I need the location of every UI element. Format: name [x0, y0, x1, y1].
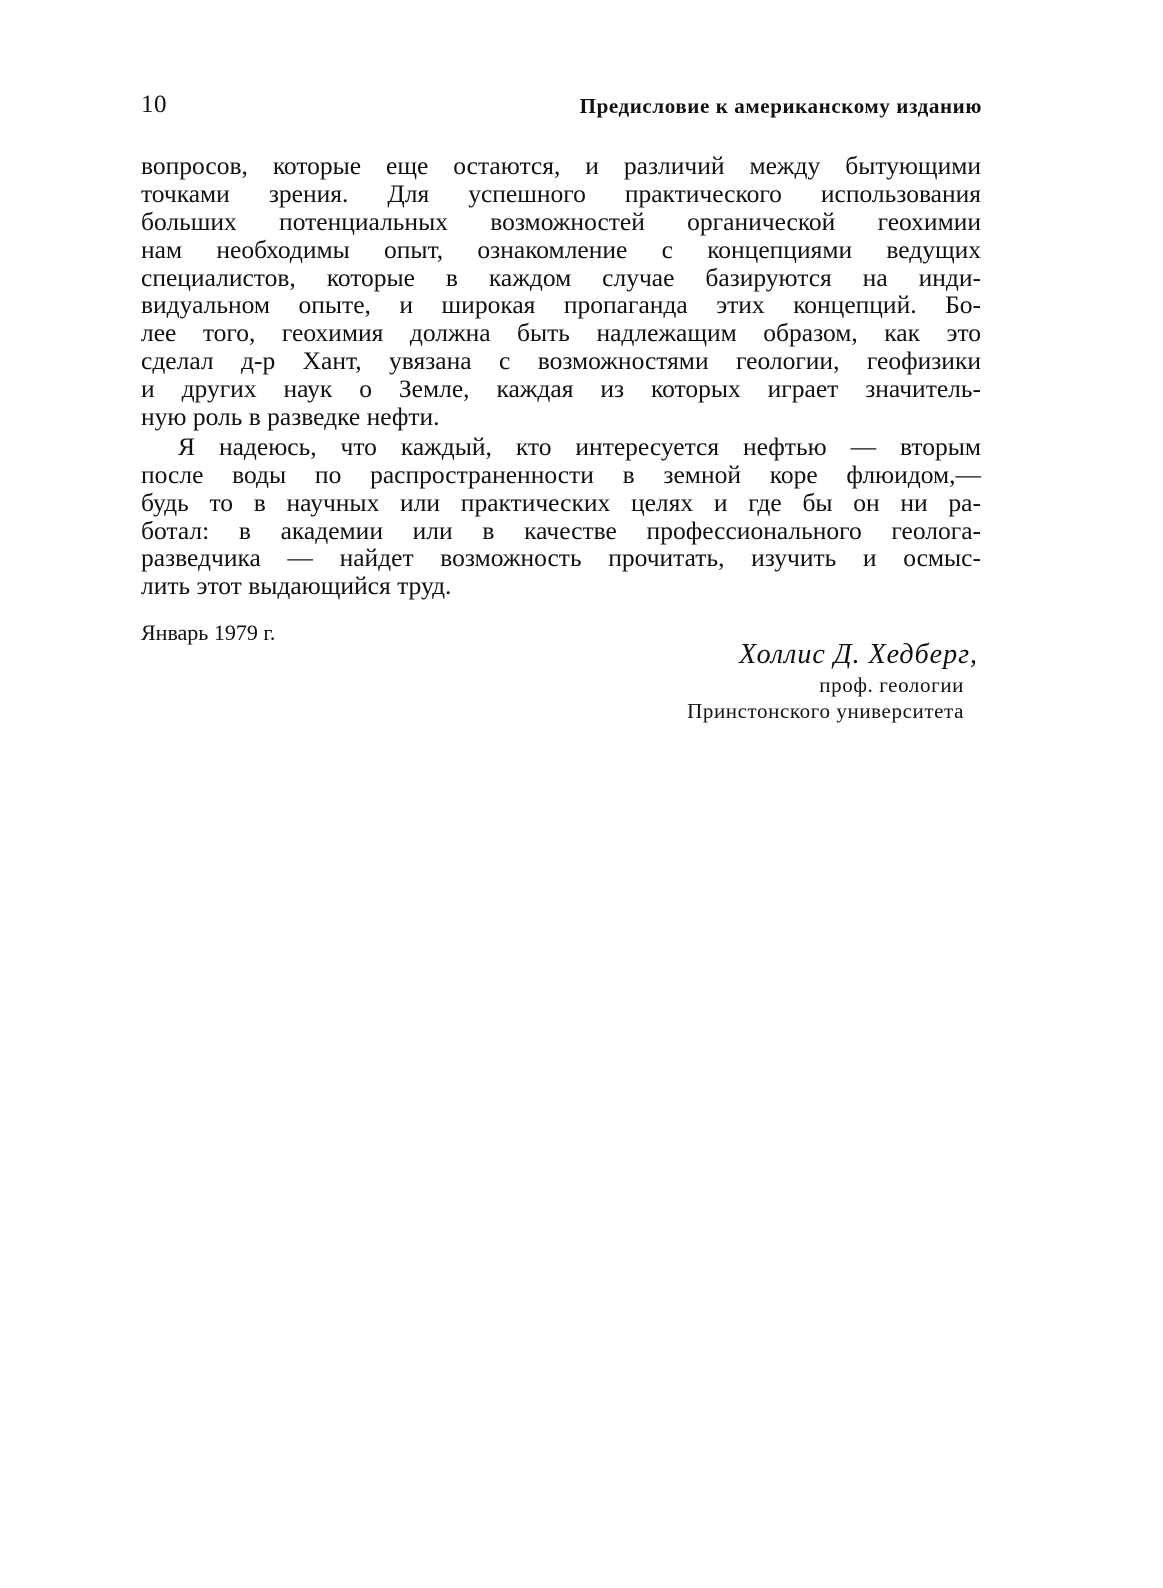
author-title: проф. геологии — [819, 673, 964, 697]
text-line: нам необходимы опыт, ознакомление с концепциями ведущих — [141, 234, 981, 264]
text-line: и других наук о Земле, каждая из которых играет значитель- — [141, 374, 981, 404]
running-title: Предисловие к американскому изданию — [579, 94, 982, 118]
author-affiliation: Принстонского университета — [687, 699, 964, 723]
text-line: ную роль в разведке нефти. — [141, 402, 440, 432]
page-header — [141, 90, 982, 124]
text-line: после воды по распространенности в земной коре флюидом,— — [141, 459, 981, 489]
paragraph-2 — [141, 433, 981, 600]
text-line: Я надеюсь, что каждый, кто интересуется нефтью — вторым — [178, 431, 981, 461]
text-line: ботал: в академии или в качестве профессионального геолога- — [141, 515, 981, 545]
text-line: специалистов, которые в каждом случае базируются на инди- — [141, 262, 981, 292]
text-line: вопросов, которые еще остаются, и различий между бытующими — [141, 151, 981, 180]
text-line: сделал д-р Хант, увязана с возможностями геологии, геофизики — [141, 346, 981, 376]
text-line: больших потенциальных возможностей органической геохимии — [141, 206, 981, 236]
text-line: лить этот выдающийся труд. — [141, 571, 452, 601]
signature-block — [687, 638, 982, 724]
paragraph-1 — [141, 152, 981, 431]
text-line: разведчика — найдет возможность прочитать, изучить и осмыс- — [141, 543, 981, 573]
date-line: Январь 1979 г. — [141, 620, 276, 645]
body-text — [141, 152, 981, 600]
page-number: 10 — [141, 91, 167, 118]
text-line: точками зрения. Для успешного практического использования — [141, 178, 981, 208]
text-line: будь то в научных или практических целях и где бы он ни ра- — [141, 487, 981, 517]
text-line: видуальном опыте, и широкая пропаганда этих концепций. Бо- — [141, 290, 981, 320]
author-name: Холлис Д. Хедберг, — [739, 639, 978, 670]
text-line: лее того, геохимия должна быть надлежащим образом, как это — [141, 318, 981, 348]
